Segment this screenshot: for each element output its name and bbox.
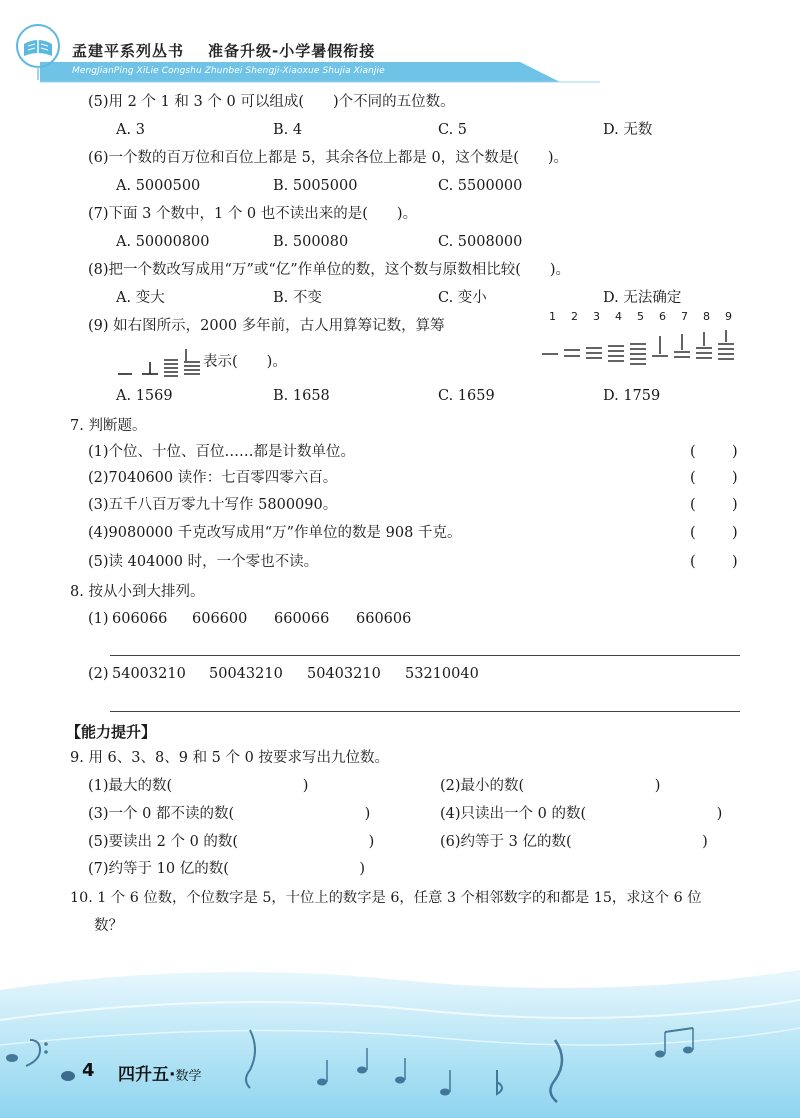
rod-label: 6 <box>659 310 666 323</box>
q7-answer-open: ( <box>690 444 696 460</box>
q9-item-5: (5)要读出 2 个 0 的数( ) <box>88 834 375 850</box>
q8-answer-line-2 <box>110 711 740 712</box>
q6-6-stem: (6)一个数的百万位和百位上都是 5，其余各位上都是 0，这个数是( )。 <box>88 150 569 166</box>
series-pinyin: MengJianPing XiLie Congshu Zhunbei Shengji-Xiaoxue Shujia Xianjie <box>72 66 385 76</box>
q8-row2-number: 54003210 <box>112 666 186 682</box>
q6-9-stem-tail: 表示( )。 <box>203 354 287 370</box>
q6-5-option-b: B. 4 <box>273 122 303 138</box>
q6-5-stem: (5)用 2 个 1 和 3 个 0 可以组成( )个不同的五位数。 <box>88 94 455 110</box>
q7-item-5: (5)读 404000 时，一个零也不读。 <box>88 554 319 570</box>
section-title: 【能力提升】 <box>66 723 157 741</box>
q10-stem-line1: 10. 1 个 6 位数，个位数字是 5，十位上的数字是 6，任意 3 个相邻数字的和都是 15，求这个 6 位 <box>70 890 702 906</box>
q8-row1-number: 660066 <box>274 611 330 627</box>
counting-rods-icon <box>540 326 750 368</box>
q7-answer-open: ( <box>690 525 696 541</box>
q7-item-1: (1)个位、十位、百位……都是计数单位。 <box>88 444 356 460</box>
q6-5-option-c: C. 5 <box>438 122 468 138</box>
q6-6-option-a: A. 5000500 <box>116 178 201 194</box>
rod-label: 1 <box>549 310 556 323</box>
q7-answer-open: ( <box>690 554 696 570</box>
q7-answer-close: ) <box>732 497 738 513</box>
q8-row1-number: 606600 <box>192 611 248 627</box>
q6-7-stem: (7)下面 3 个数中，1 个 0 也不读出来的是( )。 <box>88 206 418 222</box>
q6-9-stem: (9) 如右图所示，2000 多年前，古人用算筹记数，算筹 <box>88 318 445 334</box>
q7-answer-close: ) <box>732 525 738 541</box>
q8-title: 8. 按从小到大排列。 <box>70 584 205 600</box>
q6-7-option-c: C. 5008000 <box>438 234 523 250</box>
q6-7-option-b: B. 500080 <box>273 234 349 250</box>
counting-rods-figure <box>540 310 750 370</box>
q6-6-option-b: B. 5005000 <box>273 178 358 194</box>
q6-8-option-c: C. 变小 <box>438 290 487 306</box>
q8-row1-label: (1) <box>88 611 109 627</box>
rod-label: 5 <box>637 310 644 323</box>
q7-answer-open: ( <box>690 497 696 513</box>
q6-8-option-a: A. 变大 <box>116 290 165 306</box>
q7-answer-open: ( <box>690 470 696 486</box>
q7-answer-close: ) <box>732 554 738 570</box>
q8-row2-number: 50043210 <box>209 666 283 682</box>
q8-answer-line-1 <box>110 655 740 656</box>
q6-8-option-d: D. 无法确定 <box>603 290 682 306</box>
book-title: 准备升级-小学暑假衔接 <box>208 42 376 60</box>
subject-text: 数学 <box>175 1069 202 1084</box>
q9-item-4: (4)只读出一个 0 的数( ) <box>440 806 723 822</box>
rod-label: 7 <box>681 310 688 323</box>
q7-answer-close: ) <box>732 444 738 460</box>
series-name: 孟建平系列丛书 <box>72 42 185 60</box>
q10-stem-line2: 数？ <box>94 918 123 934</box>
rod-label: 3 <box>593 310 600 323</box>
q7-answer-close: ) <box>732 470 738 486</box>
q9-item-2: (2)最小的数( ) <box>440 778 661 794</box>
q6-9-option-d: D. 1759 <box>603 388 661 404</box>
q9-item-1: (1)最大的数( ) <box>88 778 309 794</box>
q8-row1-number: 660606 <box>356 611 412 627</box>
q6-8-option-b: B. 不变 <box>273 290 322 306</box>
q7-title: 7. 判断题。 <box>70 418 147 434</box>
counting-rods-question-figure <box>116 348 206 378</box>
q6-6-option-c: C. 5500000 <box>438 178 523 194</box>
book-logo-icon <box>14 22 62 82</box>
q6-9-option-b: B. 1658 <box>273 388 330 404</box>
grade-label <box>118 1060 201 1085</box>
q6-8-stem: (8)把一个数改写成用“万”或“亿”作单位的数，这个数与原数相比较( )。 <box>88 262 571 278</box>
q6-9-option-a: A. 1569 <box>116 388 173 404</box>
q9-item-6: (6)约等于 3 亿的数( ) <box>440 834 708 850</box>
q6-9-option-c: C. 1659 <box>438 388 495 404</box>
rod-label: 4 <box>615 310 622 323</box>
q8-row2-number: 53210040 <box>405 666 479 682</box>
q8-row2-number: 50403210 <box>307 666 381 682</box>
q8-row1-number: 606066 <box>112 611 168 627</box>
rod-label: 8 <box>703 310 710 323</box>
rod-label: 2 <box>571 310 578 323</box>
rod-label: 9 <box>725 310 732 323</box>
q7-item-2: (2)7040600 读作：七百零四零六百。 <box>88 470 338 486</box>
q8-row2-label: (2) <box>88 666 109 682</box>
q6-5-option-d: D. 无数 <box>603 122 653 138</box>
q7-item-4: (4)9080000 千克改写成用“万”作单位的数是 908 千克。 <box>88 525 462 541</box>
page-header <box>0 0 800 90</box>
q7-item-3: (3)五千八百万零九十写作 5800090。 <box>88 497 338 513</box>
series-title <box>72 40 375 61</box>
q9-item-7: (7)约等于 10 亿的数( ) <box>88 861 366 877</box>
q6-7-option-a: A. 50000800 <box>116 234 210 250</box>
q9-title: 9. 用 6、3、8、9 和 5 个 0 按要求写出九位数。 <box>70 750 389 766</box>
q6-5-option-a: A. 3 <box>116 122 145 138</box>
grade-text: 四升五· <box>118 1065 176 1085</box>
q9-item-3: (3)一个 0 都不读的数( ) <box>88 806 371 822</box>
page-number: 4 <box>82 1060 95 1081</box>
